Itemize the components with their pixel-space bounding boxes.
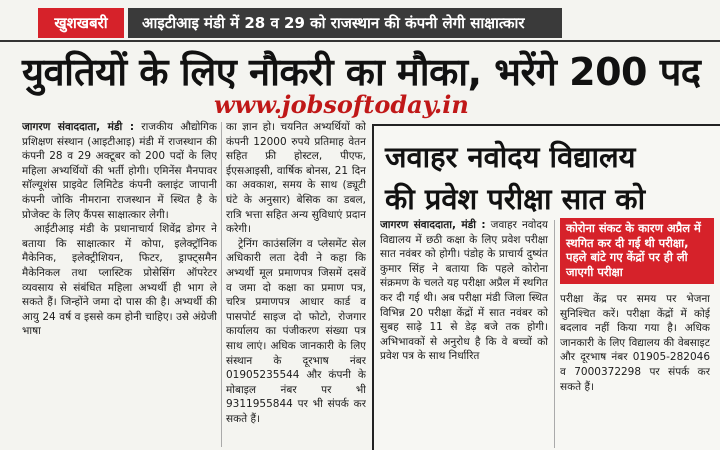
top-strip	[0, 8, 720, 38]
story2-callout: कोरोना संकट के कारण अप्रैल में स्थगित कर दी गई थी परीक्षा, पहले बांटे गए केंद्रों पर ही ली जाएगी परीक्षा	[560, 218, 714, 284]
story1-paragraph: राजकीय औद्योगिक प्रशिक्षण संस्थान (आइटीआइ) मंडी में राजस्थान की कंपनी 28 व 29 अक्टूबर को 200 पदों के लिए महिला अभ्यर्थियों की भर्ती होगी। एमिनेंस मैनपावर सॉल्यूशंस प्राइवेट लिमिटेड कंपनी क्लाइंट जापानी कंपनी जोकि नीमराना राजस्थान में स्थित है के प्रोजेक्ट के लिए कैंपस साक्षात्कार लेगी।	[22, 121, 217, 221]
story2-paragraph: परीक्षा केंद्र पर समय पर भेजना सुनिश्चित करें। परीक्षा केंद्रों में कोई बदलाव नहीं किया गया है। अधिक जानकारी के लिए विद्यालय की वेबसाइट और दूरभाष नंबर 01905-282046 व 7000372298 पर संपर्क कर सकते हैं।	[560, 293, 710, 393]
story2-dateline: जागरण संवाददाता, मंडी :	[380, 219, 486, 231]
story1-paragraph: का ज्ञान हो। चयनित अभ्यर्थियों को कंपनी 12000 रुपये प्रतिमाह वेतन सहित फ्री होस्टल, पीएफ, ईएसआइसी, वार्षिक बोनस, 21 दिन का अवकाश, समय के साथ (ड्यूटी घंटे के अनुसार) बेसिक का डबल, रात्रि भत्ता सहित अन्य सुविधाएं प्रदान करेगी।	[226, 121, 366, 236]
story1-dateline: जागरण संवाददाता, मंडी :	[22, 121, 135, 133]
column-divider	[554, 220, 555, 448]
story1-paragraph: आईटीआइ मंडी के प्रधानाचार्य शिवेंद्र डोगर ने बताया कि साक्षात्कार में कोपा, इलेक्ट्रॉनिक मैकेनिक, इलेक्ट्रीशियन, फिटर, ड्राफ्ट्समैन मैकेनिकल तथा प्लास्टिक प्रोसेसिंग ऑपरेटर व्यवसाय से संबंधित महिला अभ्यर्थी ही भाग ले सकते हैं। जिन्होंने जमा दो पास की है। अभ्यर्थी की आयु 24 वर्ष व इससे कम होनी चाहिए। उसे अंग्रेजी भाषा	[22, 223, 217, 338]
story2-headline-line: की प्रवेश परीक्षा सात को	[385, 182, 646, 216]
divider	[0, 40, 720, 42]
main-headline: युवतियों के लिए नौकरी का मौका, भरेंगे 200 पद	[22, 50, 701, 94]
story2-column-2	[560, 292, 710, 448]
subheadline: आइटीआइ मंडी में 28 व 29 को राजस्थान की कंपनी लेगी साक्षात्कार	[128, 8, 562, 38]
story1-paragraph: ट्रेनिंग काउंसलिंग व प्लेसमेंट सेल अधिकारी लता देवी ने कहा कि अभ्यर्थी मूल प्रमाणपत्र जिसमें दसवें व जमा दो कक्षा का प्रमाण पत्र, चरित्र प्रमाणपत्र आधार कार्ड व पासपोर्ट साइज दो फोटो, रोजगार कार्यालय का पंजीकरण संख्या पत्र साथ लाएं। अधिक जानकारी के लिए संस्थान के दूरभाष नंबर 01905235544 और कंपनी के मोबाइल नंबर पर भी 9311955844 पर भी संपर्क कर सकते हैं।	[226, 237, 366, 425]
watermark-url: www.jobsoftoday.in	[214, 90, 469, 119]
story1-column-1	[22, 120, 217, 450]
story1-column-2	[226, 120, 366, 450]
story2-headline	[385, 136, 715, 220]
story2-column-1	[380, 218, 548, 450]
news-badge: खुशखबरी	[38, 8, 124, 38]
story2-paragraph: जवाहर नवोदय विद्यालय में छठी कक्षा के लिए प्रवेश परीक्षा सात नवंबर को होगी। पंडोह के प्राचार्य दुष्यंत कुमार सिंह ने बताया कि पहले कोरोना संक्रमण के चलते यह परीक्षा अप्रैल में स्थगित कर दी गई थी। अब परीक्षा मंडी जिला स्थित विभिन्न 20 परीक्षा केंद्रों में सात नवंबर को सुबह साढ़े 11 से डेढ़ बजे तक होगी। अभिभावकों से अनुरोध है कि वे बच्चों को प्रवेश पत्र के साथ निर्धारित	[380, 219, 548, 363]
story2-headline-line: जवाहर नवोदय विद्यालय	[385, 140, 636, 174]
column-divider	[221, 122, 222, 447]
